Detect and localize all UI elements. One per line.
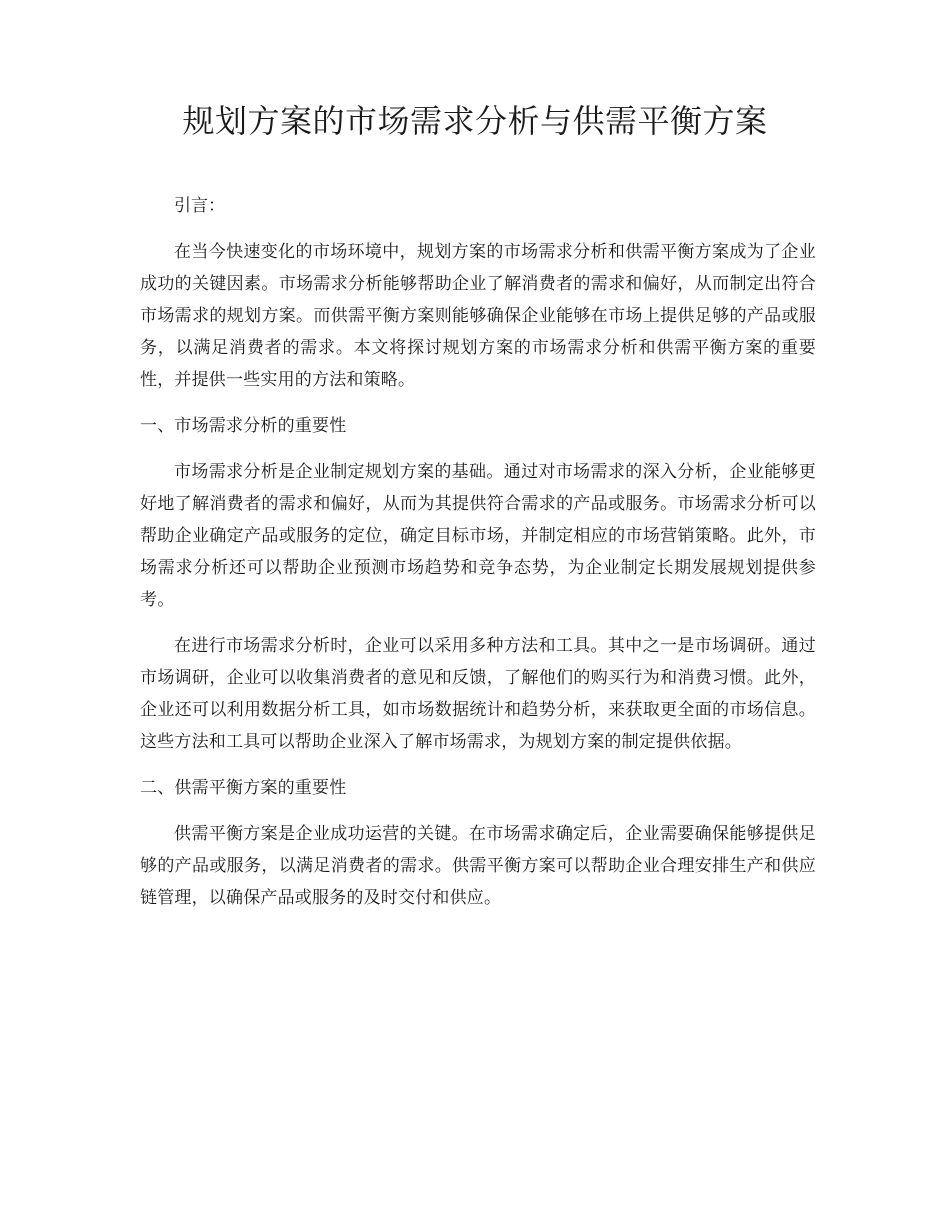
- section-2-paragraph-1: 供需平衡方案是企业成功运营的关键。在市场需求确定后，企业需要确保能够提供足够的产品或服务，以满足消费者的需求。供需平衡方案可以帮助企业合理安排生产和供应链管理，以确保产品或服务的及时交付和供应。: [140, 824, 816, 908]
- section-1-paragraph-1: 市场需求分析是企业制定规划方案的基础。通过对市场需求的深入分析，企业能够更好地了解消费者的需求和偏好，从而为其提供符合需求的产品或服务。市场需求分析可以帮助企业确定产品或服务的定位，确定目标市场，并制定相应的市场营销策略。此外，市场需求分析还可以帮助企业预测市场趋势和竞争态势，为企业制定长期发展规划提供参考。: [140, 462, 816, 610]
- section-1-heading: 一、市场需求分析的重要性: [140, 416, 347, 436]
- section-1-paragraph-2: 在进行市场需求分析时，企业可以采用多种方法和工具。其中之一是市场调研。通过市场调研，企业可以收集消费者的意见和反馈，了解他们的购买行为和消费习惯。此外，企业还可以利用数据分析工具，如市场数据统计和趋势分析，来获取更全面的市场信息。这些方法和工具可以帮助企业深入了解市场需求，为规划方案的制定提供依据。: [140, 636, 816, 752]
- document-title: 规划方案的市场需求分析与供需平衡方案: [182, 102, 768, 140]
- document-body: [140, 190, 816, 928]
- intro-label: 引言：: [174, 196, 225, 216]
- section-2-heading: 二、供需平衡方案的重要性: [140, 778, 347, 798]
- intro-paragraph: 在当今快速变化的市场环境中，规划方案的市场需求分析和供需平衡方案成为了企业成功的关键因素。市场需求分析能够帮助企业了解消费者的需求和偏好，从而制定出符合市场需求的规划方案。而供需平衡方案则能够确保企业能够在市场上提供足够的产品或服务，以满足消费者的需求。本文将探讨规划方案的市场需求分析和供需平衡方案的重要性，并提供一些实用的方法和策略。: [140, 242, 816, 390]
